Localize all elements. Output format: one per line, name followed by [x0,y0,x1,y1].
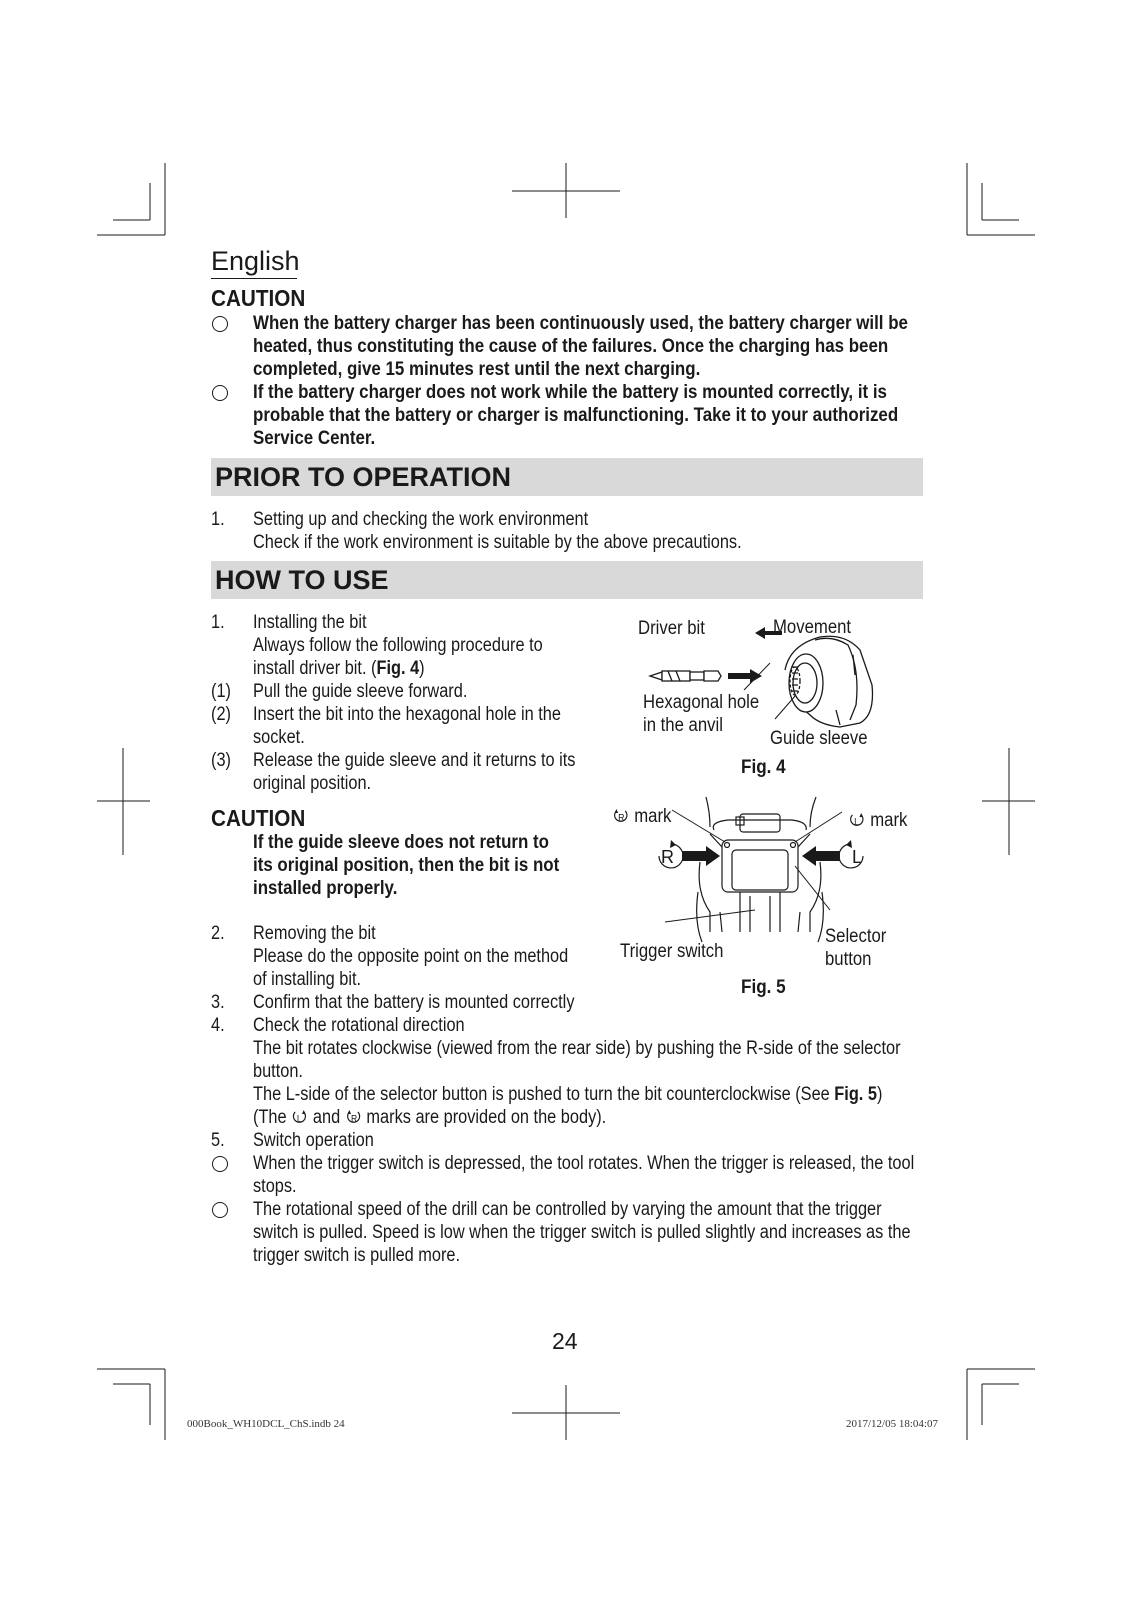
list-item-title: Confirm that the battery is mounted correctly [253,992,575,1013]
list-number: 2. [211,923,225,944]
sub-number: (2) [211,704,231,725]
svg-text:L: L [297,1113,302,1125]
list-item-text: The bit rotates clockwise (viewed from the rear side) by pushing the R-side of the selector [253,1038,901,1059]
sub-item-text: Release the guide sleeve and it returns to its [253,750,576,771]
section-title: HOW TO USE [215,565,389,595]
list-item-title: Switch operation [253,1130,374,1151]
list-number: 3. [211,992,225,1013]
list-item-text: stops. [253,1176,297,1197]
list-item-text: of installing bit. [253,969,362,990]
footer-file-name: 000Book_WH10DCL_ChS.indb 24 [187,1418,345,1430]
list-number: 5. [211,1130,225,1151]
footer-timestamp: 2017/12/05 18:04:07 [846,1418,938,1430]
figure-label: L mark [848,810,907,832]
list-number: 1. [211,612,225,633]
figure-label: Driver bit [638,618,705,639]
language-label: English [211,246,300,276]
caution-text-line: heated, thus constituting the cause of the failures. Once the charging has been [253,336,889,357]
figure-label: button [825,949,872,970]
bullet-circle-icon [212,1156,228,1172]
list-item-title: Installing the bit [253,612,367,633]
figure-label: Guide sleeve [770,728,868,749]
list-item-text: button. [253,1061,303,1082]
r-mark-icon [612,809,630,824]
figure-label: in the anvil [643,715,723,736]
figure-caption: Fig. 4 [741,757,786,778]
list-number: 1. [211,509,225,530]
l-mark-icon [291,1110,308,1125]
figure-reference: Fig. 5 [834,1084,877,1105]
r-mark-icon [345,1110,362,1125]
figure-label: R mark [612,806,671,828]
list-item-text: When the trigger switch is depressed, the tool rotates. When the trigger is released, the tool [253,1153,915,1174]
list-item-text: (The L and R marks are provided on the body). [253,1107,607,1128]
figure-label: Movement [773,617,852,638]
list-item-text: The L-side of the selector button is pushed to turn the bit counterclockwise (See Fig. 5) [253,1084,883,1105]
figure-caption: Fig. 5 [741,977,786,998]
list-item-text: trigger switch is pulled more. [253,1245,461,1266]
caution-heading: CAUTION [211,805,306,831]
sub-item-text: socket. [253,727,305,748]
list-item-title: Setting up and checking the work environment [253,509,589,530]
caution-text-line: probable that the battery or charger is malfunctioning. Take it to your authorized [253,405,899,426]
sub-number: (1) [211,681,231,702]
bullet-circle-icon [212,316,228,332]
section-heading-howto [211,561,923,599]
list-item-title: Removing the bit [253,923,376,944]
sub-number: (3) [211,750,231,771]
caution-heading: CAUTION [211,285,306,311]
list-item-text: Please do the opposite point on the method [253,946,569,967]
caution-text-line: If the guide sleeve does not return to [253,832,549,853]
sub-item-text: Insert the bit into the hexagonal hole in the [253,704,561,725]
list-item-text: install driver bit. (Fig. 4) [253,658,425,679]
caution-text-line: When the battery charger has been continuously used, the battery charger will be [253,313,908,334]
list-number: 4. [211,1015,225,1036]
l-mark-icon [848,813,866,828]
caution-text-line: installed properly. [253,878,398,899]
svg-text:L: L [852,847,863,867]
figure-label: Trigger switch [620,941,724,962]
svg-text:R: R [661,847,674,867]
svg-text:L: L [854,815,860,828]
caution-text-line: completed, give 15 minutes rest until the next charging. [253,359,701,380]
section-title: PRIOR TO OPERATION [215,462,512,492]
list-item-title: Check the rotational direction [253,1015,465,1036]
list-item-text: Check if the work environment is suitable by the above precautions. [253,532,742,553]
sub-item-text: original position. [253,773,372,794]
section-heading-prior [211,458,923,496]
caution-text-line: If the battery charger does not work while the battery is mounted correctly, it is [253,382,887,403]
page-number: 24 [552,1328,578,1354]
bullet-circle-icon [212,385,228,401]
list-item-text: Always follow the following procedure to [253,635,543,656]
bullet-circle-icon [212,1202,228,1218]
list-item-text: switch is pulled. Speed is low when the trigger switch is pulled slightly and increases as the [253,1222,911,1243]
language-underline [211,278,297,279]
sub-item-text: Pull the guide sleeve forward. [253,681,468,702]
svg-text:R: R [618,811,625,824]
caution-text-line: its original position, then the bit is not [253,855,560,876]
svg-text:R: R [350,1113,357,1125]
figure-label: Selector [825,926,887,947]
list-item-text: The rotational speed of the drill can be controlled by varying the amount that the trigger [253,1199,882,1220]
figure-label: Hexagonal hole [643,692,760,713]
figure-reference: Fig. 4 [376,658,420,679]
caution-text-line: Service Center. [253,428,376,449]
